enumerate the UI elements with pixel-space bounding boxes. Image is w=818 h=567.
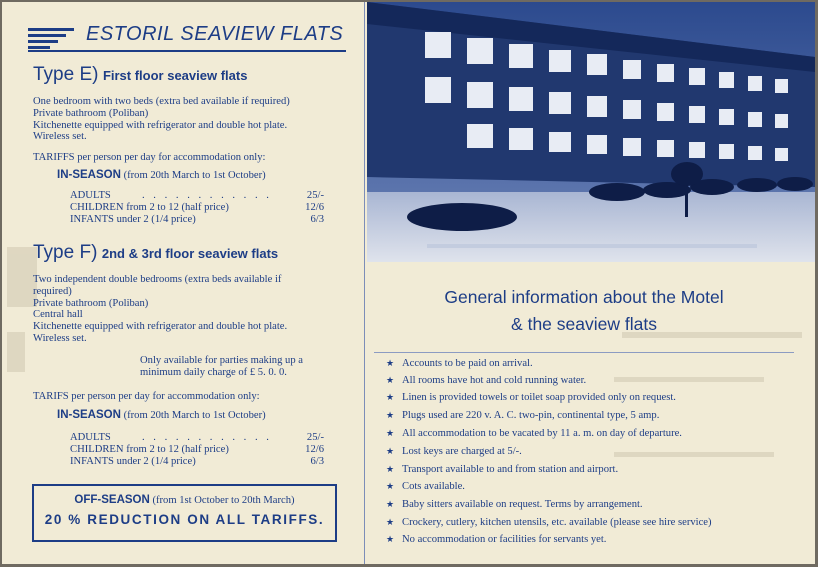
type-f-subtitle: 2nd & 3rd floor seaview flats [101, 246, 279, 261]
type-f-features [33, 274, 287, 345]
info-divider [374, 352, 794, 353]
type-f-rate-row [70, 444, 324, 456]
header-stripes-icon [28, 28, 74, 50]
type-f-availability: minimum daily charge of £ 5. 0. 0. [140, 367, 287, 378]
type-e-season-dates: (from 20th March to 1st October) [123, 170, 266, 181]
off-season-dates: (from 1st October to 20th March) [152, 495, 295, 506]
brochure-title: ESTORIL SEAVIEW FLATS [86, 23, 344, 45]
general-info-title-line: & the seaview flats [511, 314, 657, 334]
type-f-availability: Only available for parties making up a [140, 355, 303, 366]
star-bullet-icon: ★ [386, 410, 395, 420]
type-e-feature: Wireless set. [33, 131, 87, 143]
rate-leader: . . . . . . . . . . . . [142, 432, 272, 443]
rate-label: INFANTS under 2 (1/4 price) [70, 214, 196, 225]
rate-value: 25/- [306, 190, 324, 201]
type-f-feature: Two independent double bedrooms (extra beds available if [33, 274, 282, 285]
type-f-feature: required) [33, 285, 72, 297]
rate-label: CHILDREN from 2 to 12 (half price) [70, 202, 229, 213]
type-f-season-label: IN-SEASON [57, 409, 121, 421]
type-e-rate-row [70, 202, 324, 214]
general-info-title-line: General information about the Motel [444, 287, 724, 307]
brochure-header [28, 20, 346, 52]
general-info-title [374, 284, 794, 338]
rate-value: 12/6 [305, 444, 324, 455]
type-e-season-label: IN-SEASON [57, 169, 121, 181]
type-f-feature: Kitchenette equipped with refrigerator and double hot plate. [33, 321, 288, 333]
type-e-subtitle: First floor seaview flats [102, 68, 248, 83]
rate-value: 6/3 [310, 214, 324, 225]
star-bullet-icon: ★ [386, 534, 395, 544]
type-e-tariffs-intro: TARIFFS per person per day for accommodation only: [33, 152, 266, 163]
type-f-feature: Central hall [33, 309, 83, 321]
star-bullet-icon: ★ [386, 375, 395, 385]
type-e-feature: One bedroom with two beds (extra bed available if required) [33, 96, 290, 107]
off-season-label: OFF-SEASON [74, 494, 150, 506]
type-f-rate-row [70, 432, 324, 444]
type-e-season [57, 169, 266, 181]
type-f-label: Type F) [33, 242, 98, 263]
type-f-season [57, 409, 266, 421]
star-bullet-icon: ★ [386, 481, 395, 491]
type-e-heading [33, 64, 247, 86]
rate-label: CHILDREN from 2 to 12 (half price) [70, 444, 229, 455]
type-f-heading [33, 242, 278, 264]
type-e-label: Type E) [33, 64, 99, 85]
type-e-features [33, 96, 290, 143]
off-season-line [34, 494, 335, 506]
type-e-feature: Kitchenette equipped with refrigerator and double hot plate. [33, 119, 288, 131]
rate-value: 25/- [306, 432, 324, 443]
star-bullet-icon: ★ [386, 392, 395, 402]
off-season-reduction: 20 % REDUCTION ON ALL TARIFFS. [44, 512, 325, 527]
rate-label: ADULTS [70, 432, 111, 443]
star-bullet-icon: ★ [386, 517, 395, 527]
left-column [2, 2, 364, 564]
type-e-rate-row [70, 190, 324, 202]
rate-value: 6/3 [310, 456, 324, 467]
header-rule [28, 50, 346, 52]
rate-label: INFANTS under 2 (1/4 price) [70, 456, 196, 467]
rate-label: ADULTS [70, 190, 111, 201]
brochure-page: ESTORIL SEAVIEW FLATS Type E) First floor seaview flats One bedroom with two beds (extra bed available if required) Private bathroom (Poliban) Kitchenette equipped with refrigerator and double hot plate. Wireless set. TARIFFS per person per day for accommodation only: IN-SEASON (from 20th March to 1st October) ADULTS . . . . . . . . . . . . 25/- CHILDREN from 2 to 12 (half price) 12/6 INFANTS under 2 (1/4 price) 6/3 Type F) 2nd & 3rd floor seaview flats Two independent double bedrooms (extra beds available if required) Private bathroom (Poliban) Central hall Kitchenette equipped with refrigerator and double hot plate. Wireless set. Only available for parties making up a minimum daily charge of £ 5. 0. 0. TARIFS per person per day for accommodation only: IN-SEASON (from 20th March to 1st October) ADULTS . . . . . . . . . . . . 25/- CHILDREN from 2 to 12 (half price) 12/6 INFANTS under 2 (1/4 price) 6/3 OFF-SEASON (from 1st October to 20th March) 20 % REDUCTION ON ALL TARIFFS. General information about the Motel & the seaview flats ★ Accounts to be paid on arrival. ★ All rooms have hot and cold running water. ★ Linen is provided towels or toilet soap provided only on request. ★ Plugs used are 220 v. A. C. two-pin, continental type, 5 amp. ★ All accommodation to be vacated by 11 a. m. on day of departure. ★ Lost keys are charged at 5/-. ★ Transport available to and from station and airport. ★ Cots available. ★ Baby sitters available on request. Terms by arrangement. ★ Crockery, cutlery, kitchen utensils, etc. available (please see hire service) ★ No accommodation or facilities for servants yet. [2, 2, 815, 564]
motel-building-photo [367, 2, 815, 262]
star-bullet-icon: ★ [386, 446, 395, 456]
type-f-season-dates: (from 20th March to 1st October) [123, 410, 266, 421]
rate-leader: . . . . . . . . . . . . [142, 190, 272, 201]
rate-value: 12/6 [305, 202, 324, 213]
star-bullet-icon: ★ [386, 464, 395, 474]
star-bullet-icon: ★ [386, 428, 395, 438]
type-e-rate-row [70, 214, 324, 226]
type-e-feature: Private bathroom (Poliban) [33, 107, 149, 119]
star-bullet-icon: ★ [386, 499, 395, 509]
type-f-feature: Wireless set. [33, 332, 87, 344]
off-season-box [32, 484, 337, 542]
type-f-rate-row [70, 456, 324, 468]
type-f-feature: Private bathroom (Poliban) [33, 297, 149, 309]
type-f-tariffs-intro: TARIFS per person per day for accommodation only: [33, 391, 260, 402]
column-divider [364, 2, 365, 564]
star-bullet-icon: ★ [386, 358, 395, 368]
